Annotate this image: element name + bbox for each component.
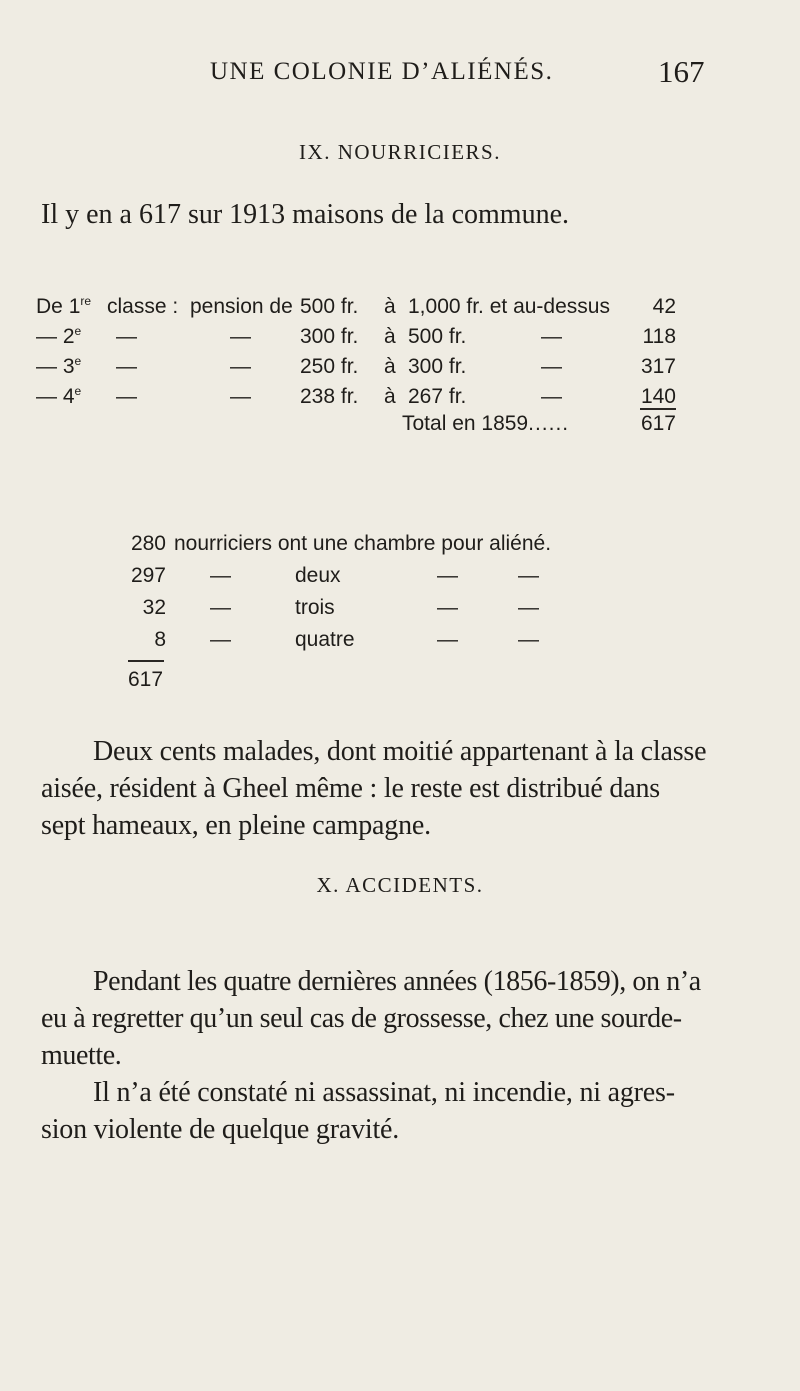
- pension-count: 140: [640, 385, 676, 408]
- class-number: 1: [68, 295, 81, 318]
- classe-label: —: [116, 355, 137, 378]
- pension-from: 238 fr.: [300, 385, 359, 408]
- paragraph-line: Il n’a été constaté ni assassinat, ni incendie, ni agres-: [93, 1077, 675, 1108]
- classe-label: —: [116, 385, 137, 408]
- nourriciers-count: 32: [142, 596, 166, 619]
- chamber-row: [0, 596, 800, 626]
- total-row: [0, 412, 800, 442]
- classe-label: —: [116, 325, 137, 348]
- intro-sentence: Il y en a 617 sur 1913 maisons de la commune.: [41, 199, 570, 230]
- class-ordinal: e: [74, 354, 82, 368]
- ditto-dash: —: [518, 564, 539, 587]
- class-label: — 2e: [36, 324, 82, 348]
- ditto-dash: —: [437, 564, 458, 587]
- total-label: [402, 412, 569, 436]
- pension-to: 1,000 fr. et au-dessus: [408, 295, 610, 318]
- pension-a: à: [384, 295, 396, 318]
- ditto-dash: —: [437, 628, 458, 651]
- pension-a: à: [384, 325, 396, 348]
- nourriciers-count: 297: [130, 564, 166, 587]
- paragraph-line: Pendant les quatre dernières années (1856-1859), on n’a: [93, 966, 701, 997]
- pension-from: 500 fr.: [300, 295, 359, 318]
- chamber-row: [0, 532, 800, 562]
- class-number: 2: [62, 325, 75, 348]
- pension-label: —: [230, 385, 251, 408]
- chamber-count-word: deux: [295, 564, 341, 587]
- leader-dots: ......: [528, 412, 570, 435]
- ditto-dash: —: [541, 385, 562, 408]
- pension-count: 42: [652, 295, 676, 318]
- pension-to: 300 fr.: [408, 355, 467, 378]
- class-number: 3: [62, 355, 75, 378]
- total-label-text: Total en 1859: [402, 412, 529, 435]
- pension-a: à: [384, 355, 396, 378]
- pension-row: [0, 355, 800, 385]
- class-ordinal: e: [74, 324, 82, 338]
- pension-from: 300 fr.: [300, 325, 359, 348]
- sum-rule: [640, 408, 676, 410]
- chamber-count-word: quatre: [295, 628, 355, 651]
- class-number: 4: [62, 385, 75, 408]
- pension-label: pension de: [190, 295, 293, 318]
- nourriciers-count: 280: [130, 532, 166, 555]
- class-label: — 4e: [36, 384, 82, 408]
- pension-row: [0, 295, 800, 325]
- class-ordinal: re: [80, 294, 92, 308]
- ditto-dash: —: [437, 596, 458, 619]
- pension-count: 317: [640, 355, 676, 378]
- ditto-dash: —: [518, 596, 539, 619]
- total-value: 617: [640, 412, 676, 435]
- running-title: UNE COLONIE D’ALIÉNÉS.: [210, 58, 554, 85]
- ditto-dash: —: [541, 325, 562, 348]
- section-title-accidents: X. ACCIDENTS.: [316, 873, 484, 897]
- pension-to: 500 fr.: [408, 325, 467, 348]
- class-ordinal: e: [74, 384, 82, 398]
- page-header: [0, 52, 800, 96]
- chamber-total-row: [0, 668, 800, 698]
- ditto-dash: —: [210, 564, 231, 587]
- pension-label: —: [230, 325, 251, 348]
- ditto-dash: —: [518, 628, 539, 651]
- page-number: 167: [658, 54, 705, 89]
- pension-to: 267 fr.: [408, 385, 467, 408]
- section-title-nourriciers: IX. NOURRICIERS.: [299, 140, 501, 164]
- paragraph-line: muette.: [41, 1040, 122, 1071]
- paragraph-line: Deux cents malades, dont moitié appartenant à la classe: [93, 736, 707, 767]
- chamber-total: 617: [128, 668, 164, 691]
- pension-row: [0, 325, 800, 355]
- ditto-dash: —: [541, 355, 562, 378]
- classe-label: classe :: [107, 295, 179, 318]
- paragraph-line: sion violente de quelque gravité.: [41, 1114, 400, 1145]
- pension-a: à: [384, 385, 396, 408]
- pension-count: 118: [642, 325, 676, 348]
- paragraph-line: eu à regretter qu’un seul cas de grossesse, chez une sourde-: [41, 1003, 682, 1034]
- class-label: — 3e: [36, 354, 82, 378]
- pension-from: 250 fr.: [300, 355, 359, 378]
- chamber-row: [0, 564, 800, 594]
- pension-label: —: [230, 355, 251, 378]
- nourriciers-count: 8: [154, 628, 166, 651]
- paragraph-line: sept hameaux, en pleine campagne.: [41, 810, 431, 841]
- chamber-description: nourriciers ont une chambre pour aliéné.: [174, 532, 552, 555]
- chamber-count-word: trois: [295, 596, 335, 619]
- ditto-dash: —: [210, 628, 231, 651]
- ditto-dash: —: [210, 596, 231, 619]
- pension-row: [0, 385, 800, 415]
- class-label: De 1re: [36, 294, 92, 318]
- paragraph-line: aisée, résident à Gheel même : le reste est distribué dans: [41, 773, 660, 804]
- chamber-sum-rule: [128, 660, 164, 662]
- chamber-row: [0, 628, 800, 658]
